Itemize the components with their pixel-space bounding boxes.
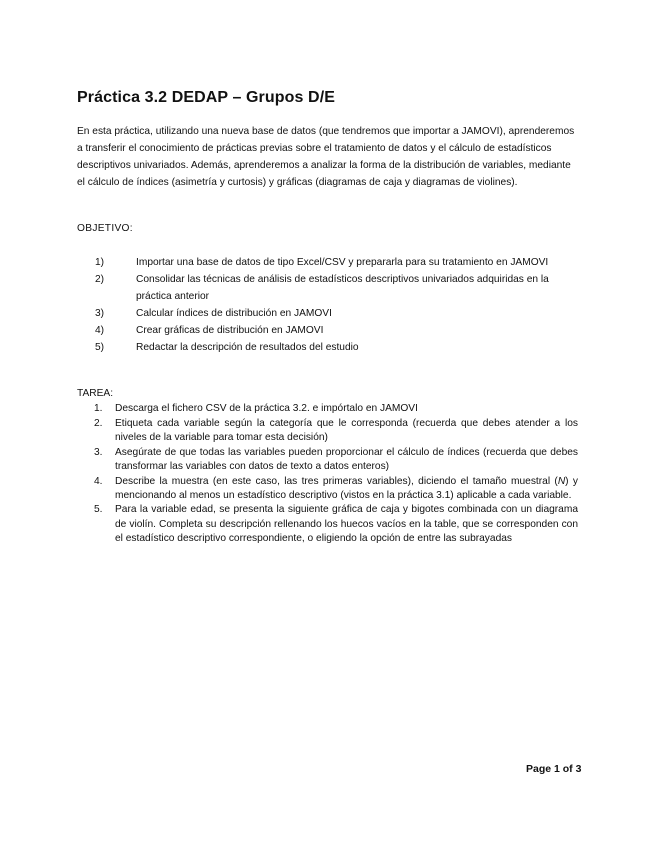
list-item-text: Etiqueta cada variable según la categoría que le corresponda (recuerda que debes atender a los niveles de la variable para tomar esta decisión) xyxy=(115,417,578,443)
list-item-text: Consolidar las técnicas de análisis de estadísticos descriptivos univariados adquiridas en la práctica anterior xyxy=(136,274,549,302)
list-item xyxy=(95,305,575,322)
list-item xyxy=(94,402,578,416)
list-item-text: Importar una base de datos de tipo Excel/CSV y prepararla para su tratamiento en JAMOVI xyxy=(136,257,549,268)
intro-paragraph: En esta práctica, utilizando una nueva base de datos (que tendremos que importar a JAMOVI), aprenderemos a transferir el conocimiento de prácticas previas sobre el tratamiento de datos y el cálculo de estadísticos descriptivos univariados. Además, aprenderemos a analizar la forma de la distribución de variables, mediante el cálculo de índices (asimetría y curtosis) y gráficas (diagramas de caja y diagramas de violines). xyxy=(77,126,575,188)
list-item-text-end: ) y mencionando al menos un estadístico descriptivo (vistos en la práctica 3.1) aplicable a cada variable. xyxy=(115,475,578,501)
list-item-number: 2) xyxy=(95,274,105,285)
list-item-number: 1. xyxy=(94,403,103,414)
list-item-text: Para la variable edad, se presenta la siguiente gráfica de caja y bigotes combinada con un diagrama de violín. Completa su descripción rellenando los huecos vacíos en la table, que se corresponden con el estadístico descriptivo correspondiente, o eligiendo la opción de entre las subrayadas xyxy=(115,504,578,544)
list-item-text xyxy=(115,475,578,503)
document-title: Práctica 3.2 DEDAP – Grupos D/E xyxy=(77,89,336,106)
list-item-text: Asegúrate de que todas las variables pueden proporcionar el cálculo de índices (recuerda que debes transformar las variables con datos de texto a datos enteros) xyxy=(115,446,578,472)
list-item-text-start: Describe la muestra (en este caso, las tres primeras variables), diciendo el tamaño muestral ( xyxy=(115,475,558,487)
list-item-number: 2. xyxy=(94,417,103,429)
list-item-number: 4) xyxy=(95,325,105,336)
objetivo-heading: OBJETIVO: xyxy=(77,223,133,234)
tarea-list xyxy=(94,402,578,547)
list-item xyxy=(94,417,578,445)
objetivo-list xyxy=(95,254,575,356)
list-item xyxy=(94,475,578,503)
list-item xyxy=(94,503,578,546)
sample-size-symbol: N xyxy=(557,475,566,487)
list-item-text: Calcular índices de distribución en JAMOVI xyxy=(136,308,332,319)
list-item-text: Crear gráficas de distribución en JAMOVI xyxy=(136,325,324,336)
list-item-text: Redactar la descripción de resultados del estudio xyxy=(136,342,359,353)
tarea-heading: TAREA: xyxy=(77,388,114,399)
list-item-number: 3. xyxy=(94,446,103,458)
list-item xyxy=(94,446,578,474)
list-item xyxy=(95,271,575,305)
list-item-number: 5) xyxy=(95,342,105,353)
list-item-text: Descarga el fichero CSV de la práctica 3.2. e impórtalo en JAMOVI xyxy=(115,403,418,414)
list-item-number: 1) xyxy=(95,257,105,268)
list-item xyxy=(95,322,575,339)
list-item-number: 3) xyxy=(95,308,105,319)
list-item xyxy=(95,339,575,356)
page-number: Page 1 of 3 xyxy=(526,763,582,775)
list-item-number: 5. xyxy=(94,504,103,516)
list-item-number: 4. xyxy=(94,475,103,487)
list-item xyxy=(95,254,575,271)
